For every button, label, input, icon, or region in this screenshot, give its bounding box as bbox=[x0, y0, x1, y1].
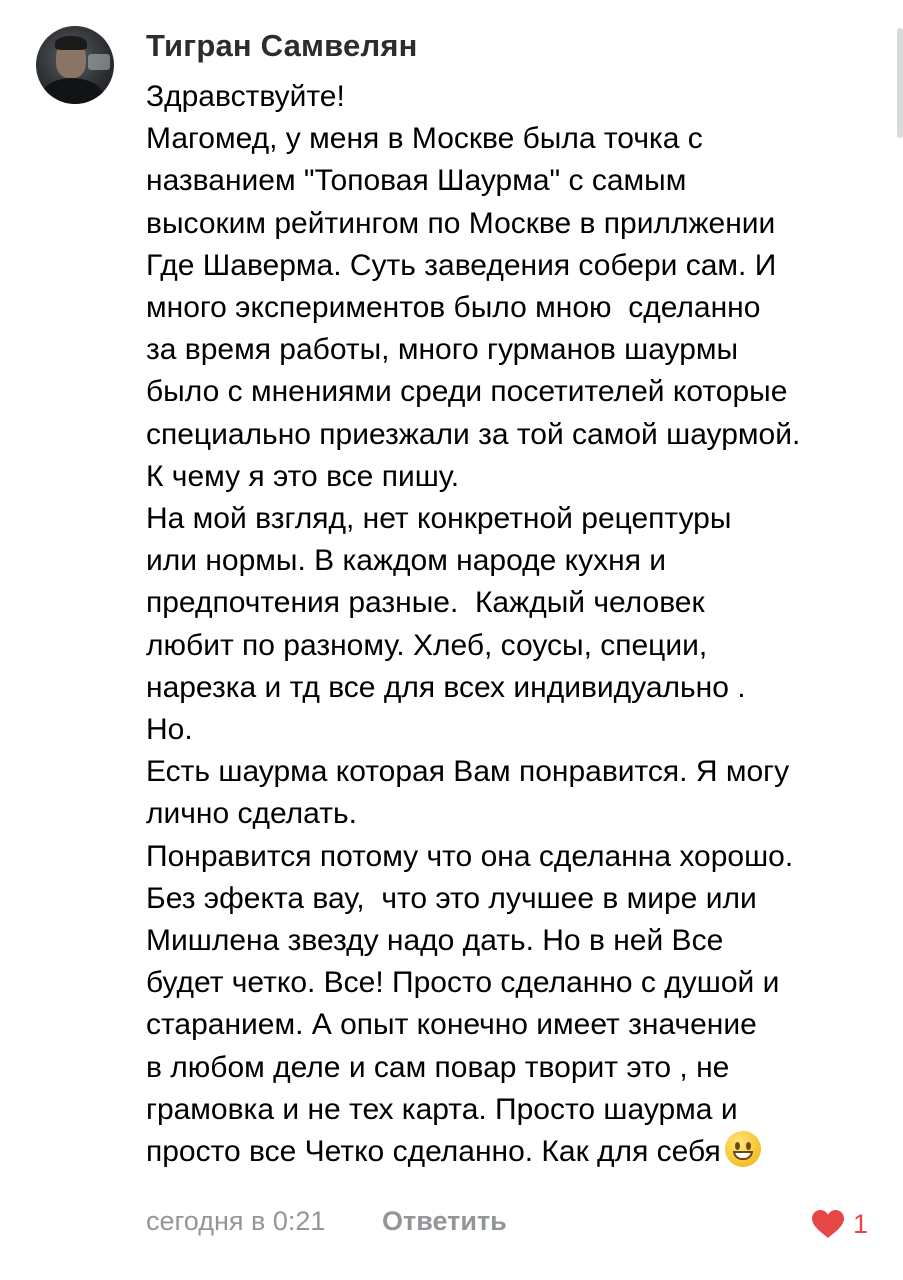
comment-text bbox=[146, 76, 876, 1173]
author-name[interactable]: Тигран Самвелян bbox=[146, 28, 418, 63]
comment-line: грамовка и не тех карта. Просто шаурма и bbox=[146, 1092, 738, 1126]
comment-line: К чему я это все пишу. bbox=[146, 459, 460, 493]
avatar-shoulders bbox=[40, 78, 104, 104]
comment-timestamp: сегодня в 0:21 bbox=[146, 1206, 326, 1236]
avatar-background bbox=[88, 54, 110, 70]
avatar[interactable] bbox=[36, 26, 114, 104]
comment-line: Мишлена звезду надо дать. Но в ней Все bbox=[146, 924, 724, 958]
comment-line: в любом деле и сам повар творит это , не bbox=[146, 1050, 730, 1084]
comment-line: за время работы, много гурманов шаурмы bbox=[146, 333, 739, 367]
comment-line: будет четко. Все! Просто сделанно с душой и bbox=[146, 966, 780, 1000]
comment-line: нарезка и тд все для всех индивидуально . bbox=[146, 670, 746, 704]
comment-line: Здравствуйте! bbox=[146, 80, 345, 113]
comment-line: или нормы. В каждом народе кухня и bbox=[146, 544, 667, 578]
like-button[interactable] bbox=[811, 1206, 868, 1242]
comment-line: старанием. А опыт конечно имеет значение bbox=[146, 1008, 757, 1042]
comment-line: Есть шаурма которая Вам понравится. Я могу bbox=[146, 755, 790, 789]
comment-footer bbox=[146, 1206, 876, 1246]
comment-line: Но. bbox=[146, 713, 193, 747]
scrollbar[interactable] bbox=[897, 28, 903, 138]
like-count: 1 bbox=[852, 1208, 868, 1239]
comment-line: любит по разному. Хлеб, соусы, специи, bbox=[146, 628, 708, 662]
comment-line: На мой взгляд, нет конкретной рецептуры bbox=[146, 502, 732, 536]
grinning-face-emoji bbox=[725, 1131, 761, 1167]
comment-line: высоким рейтингом по Москве в приллжении bbox=[146, 206, 776, 240]
comment-line: Без эфекта вау, что это лучшее в мире или bbox=[146, 881, 757, 915]
comment-line: предпочтения разные. Каждый человек bbox=[146, 586, 705, 620]
comment-line: названием "Топовая Шаурма" с самым bbox=[146, 164, 687, 198]
comment-line: Магомед, у меня в Москве была точка с bbox=[146, 122, 703, 156]
comment-line-last bbox=[146, 1131, 876, 1173]
comment-line: Где Шаверма. Суть заведения собери сам. И bbox=[146, 248, 777, 282]
comment-line: лично сделать. bbox=[146, 797, 357, 831]
avatar-hair bbox=[55, 36, 87, 50]
comment-line-text: просто все Четко сделанно. Как для себя bbox=[146, 1135, 721, 1169]
comment-line: было с мнениями среди посетителей которые bbox=[146, 375, 788, 409]
comment-line: Понравится потому что она сделанна хорошо. bbox=[146, 839, 794, 873]
comment-line: специально приезжали за той самой шаурмой. bbox=[146, 417, 801, 451]
comment-line: много экспериментов было мною сделанно bbox=[146, 291, 761, 325]
reply-button[interactable]: Ответить bbox=[382, 1206, 507, 1236]
heart-icon bbox=[811, 1209, 845, 1239]
